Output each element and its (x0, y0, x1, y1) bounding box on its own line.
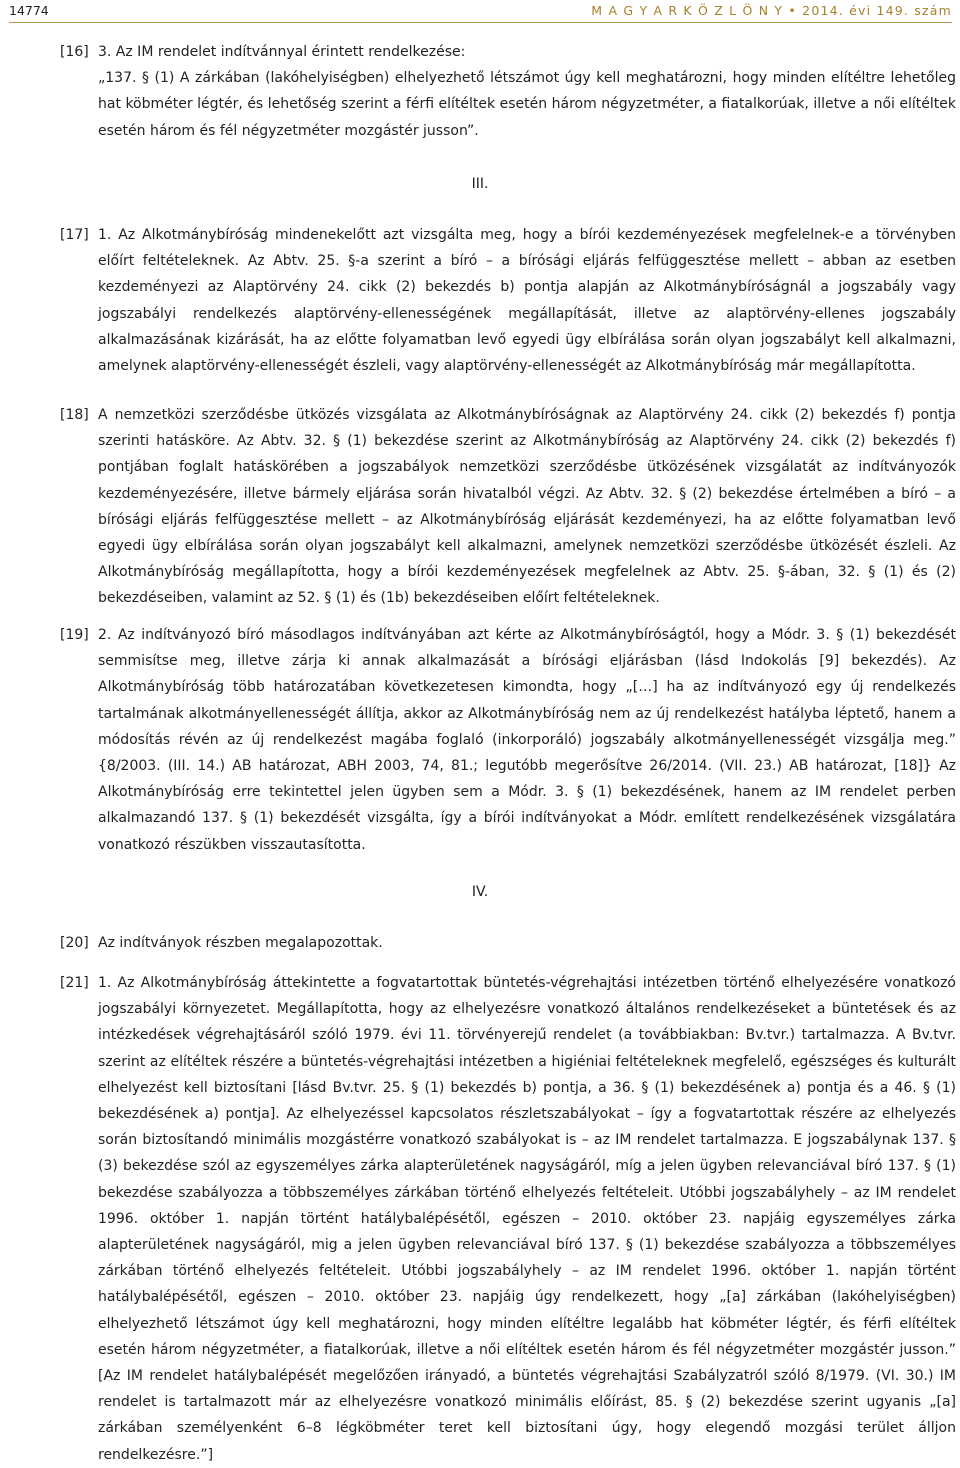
paragraph-16 (60, 39, 956, 144)
paragraph-21 (60, 970, 956, 1468)
section-heading-iii: III. (471, 176, 489, 192)
paragraph-line: 3. Az IM rendelet indítvánnyal érintett rendelkezése: (98, 44, 466, 60)
paragraph-19 (60, 622, 956, 858)
paragraph-text: Az indítványok részben megalapozottak. (98, 935, 383, 951)
page-header (9, 0, 952, 26)
paragraph-text: 1. Az Alkotmánybíróság áttekintette a fogvatartottak büntetés-végrehajtási intézetben történő elhelyezésére vonatkozó jogszabályi környezetet. Megállapította, hogy az elhelyezésre vonatkozó általános rendelkezéseket a büntetések és az intézkedések végrehajtásáról szóló 1979. évi 11. törvényerejű rendelet (a továbbiakban: Bv.tvr.) tartalmazza. A Bv.tvr. szerint az elítéltek részére a büntetés-végrehajtási intézetben a higiéniai feltételeknek megfelelő, egészséges és kulturált elhelyezést kell biztosítani [lásd Bv.tvr. 25. § (1) bekezdés b) pontja, a 36. § (1) bekezdésének a) pontja és a 46. § (1) bekezdésének a) pontja]. Az elhelyezéssel kapcsolatos részletszabályokat – így a fogvatartottak részére az elhelyezés során biztosítandó minimális mozgástérre vonatkozó szabályokat is – az IM rendelet tartalmazza. E jogszabálynak 137. § (3) bekezdése szól az egyszemélyes zárka alapterületének nagyságáról, míg a jelen ügyben relevanciával bíró 137. § (1) bekezdése szabályozza a többszemélyes zárkában történő elhelyezés feltételeit. Utóbbi jogszabályhely – az IM rendelet 1996. október 1. napján történt hatálybalépésétől, egészen – 2010. október 23. napjáig egyszemélyes zárka alapterületének nagyságáról, mig a jelen ügyben relevanciával bíró 137. § (1) bekezdése szabályozza a többszemélyes zárkában történő elhelyezés feltételeit. Utóbbi jogszabályhely – az IM rendelet 1996. október 1. napján történt hatálybalépésétől, egészen – 2010. október 23. napjáig úgy rendelkezett, hogy „[a] zárkában (lakóhelyiségben) elhelyezhető létszámot úgy kell meghatározni, hogy minden elítéltre legalább hat köbméter légtér, és férfi elítéltek esetén három négyzetméter, a fiatalkorúak, illetve a női elítéltek esetén három és fél négyzetméter mozgástér jusson.” [Az IM rendelet hatálybalépését megelőzően irányadó, a büntetés végrehajtási Szabályzatról szóló 8/1979. (VI. 30.) IM rendelet is tartalmazott már az elhelyezésre vonatkozó minimális előírást, 85. § (2) bekezdése szerint ugyanis „[a] zárkában személyenként 6–8 légköbméter teret kell biztosítani úgy, hogy elegendő mozgási terület álljon rendelkezésre.”] (98, 975, 956, 1463)
paragraph-text: A nemzetközi szerződésbe ütközés vizsgálata az Alkotmánybíróságnak az Alaptörvény 24. cikk (2) bekezdés f) pontja szerinti hatásköre. Az Abtv. 32. § (1) bekezdése szerint az Alkotmánybíróság az Alaptörvény 24. cikk (2) bekezdés f) pontjában foglalt hatáskörében a jogszabályok nemzetközi szerződésbe ütközésének vizsgálatát az indítványozók kezdeményezésére, illetve bármely eljárása során hivatalból végzi. Az Abtv. 32. § (2) bekezdése értelmében a bíró – a bírósági eljárás felfüggesztése mellett – az Alkotmánybíróság eljárását kezdeményezi, ha az előtte folyamatban levő egyedi ügy elbírálása során olyan jogszabályt kell alkalmazni, amelynek nemzetközi szerződésbe ütközését észleli. Az Alkotmánybíróság megállapította, hogy a bírói kezdeményezések megfelelnek az Abtv. 25. §-ában, 32. § (1) és (2) bekezdéseiben, valamint az 52. § (1) és (1b) bekezdéseiben előírt feltételeknek. (98, 407, 956, 607)
page-number: 14774 (9, 3, 49, 18)
journal-title: M A G Y A R K Ö Z L Ö N Y • 2014. évi 149. szám (591, 3, 952, 18)
paragraph-text: 2. Az indítványozó bíró másodlagos indítványában azt kérte az Alkotmánybíróságtól, hogy a Módr. 3. § (1) bekezdését semmisítse meg, illetve zárja ki annak alkalmazását a bírósági eljárásban (lásd Indokolás [9] bekezdés). Az Alkotmánybíróság több határozatában következetesen kimondta, hogy „[…] ha az indítványozó egy új rendelkezés tartalmának alkotmányellenességét állítja, akkor az Alkotmánybíróság nem az új rendelkezést hatályba léptető, hanem a módosítás révén az új rendelkezést magába foglaló (inkorporáló) jogszabály alkotmányellenességét vizsgálja meg.” {8/2003. (III. 14.) AB határozat, ABH 2003, 74, 81.; legutóbb megerősítve 26/2014. (VII. 23.) AB határozat, [18]} Az Alkotmánybíróság erre tekintettel jelen ügyben sem a Módr. 3. § (1) bekezdésének, hanem az IM rendelet perben alkalmazandó 137. § (1) bekezdését vizsgálta, így a bírói indítványokat a Módr. említett rendelkezésének vizsgálatára vonatkozó részükben visszautasította. (98, 627, 956, 853)
paragraph-number: [20] (60, 935, 89, 951)
paragraph-text: 1. Az Alkotmánybíróság mindenekelőtt azt vizsgálta meg, hogy a bírói kezdeményezések megfelelnek-e a törvényben előírt feltételeknek. Az Abtv. 25. §-a szerint a bíró – a bírósági eljárás felfüggesztése mellett – abban az esetben kezdeményezi az Alaptörvény 24. cikk (2) bekezdés b) pontja alapján az Alkotmánybíróságnál a jogszabály vagy jogszabályi rendelkezés alaptörvény-ellenességének megállapítását, illetve az alaptörvény-ellenes jogszabály alkalmazásának kizárását, ha az előtte folyamatban levő egyedi ügy elbírálása során olyan jogszabályt kell alkalmazni, amelynek alaptörvény-ellenességét észleli, vagy alaptörvény-ellenességét az Alkotmánybíróság már megállapította. (98, 227, 956, 375)
paragraph-20 (60, 930, 956, 956)
paragraph-quote: „137. § (1) A zárkában (lakóhelyiségben) elhelyezhető létszámot úgy kell meghatározni, hogy minden elítéltre lehetőleg hat köbméter légtér, és lehetőség szerint a férfi elítéltek esetén három négyzetméter, a fiatalkorúak, illetve a női elítéltek esetén három és fél négyzetméter mozgástér jusson”. (98, 70, 956, 139)
paragraph-number: [21] (60, 975, 89, 991)
section-heading-iv: IV. (471, 884, 489, 900)
paragraph-17 (60, 222, 956, 379)
header-rule (9, 22, 952, 23)
paragraph-number: [16] (60, 44, 89, 60)
paragraph-18 (60, 402, 956, 612)
paragraph-number: [18] (60, 407, 89, 423)
paragraph-number: [19] (60, 627, 89, 643)
paragraph-number: [17] (60, 227, 89, 243)
